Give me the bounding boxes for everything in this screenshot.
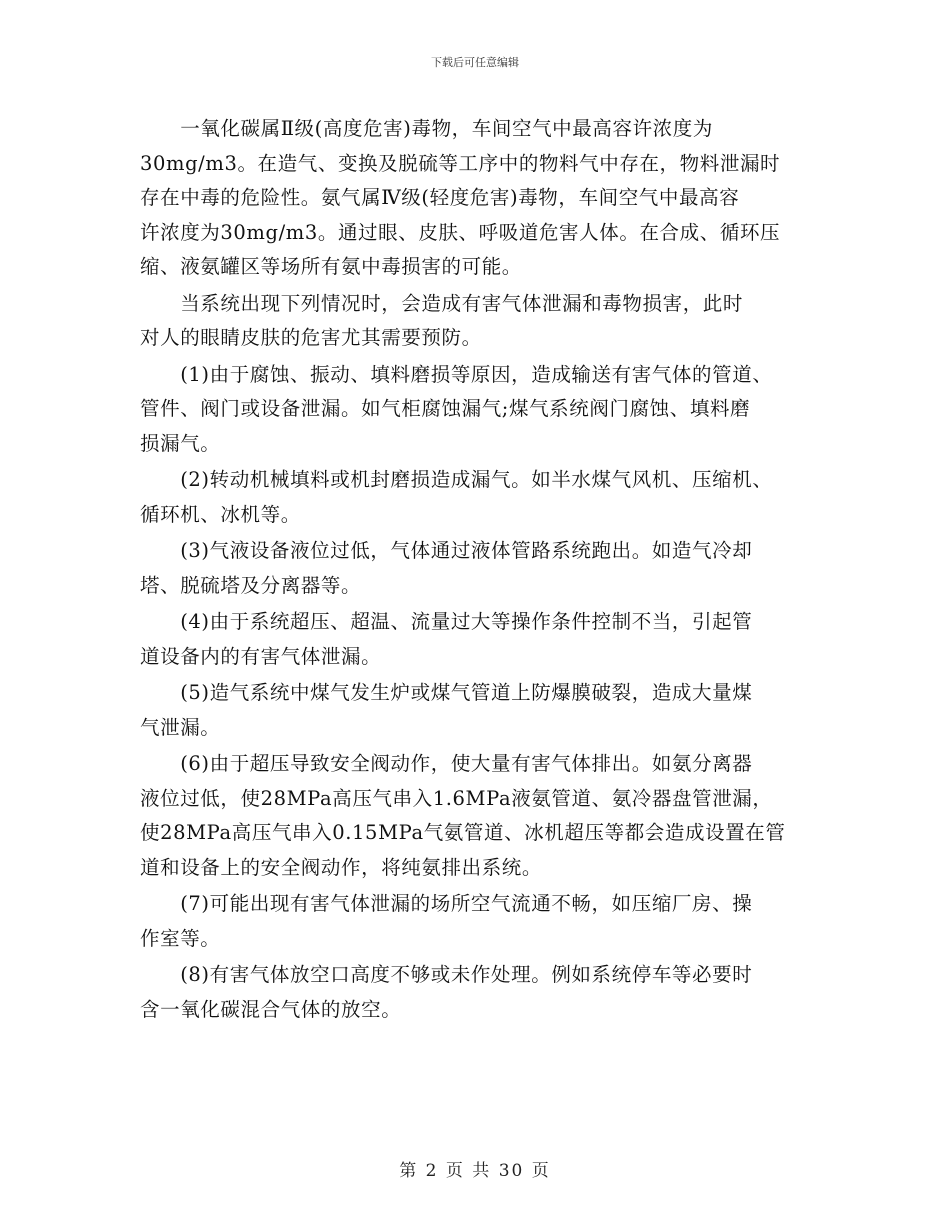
page-header: 下载后可任意编辑 — [431, 56, 519, 69]
paragraph-item-2 — [140, 463, 820, 532]
text-line: 管件、阀门或设备泄漏。如气柜腐蚀漏气;煤气系统阀门腐蚀、填料磨 — [140, 397, 751, 420]
text-line: 许浓度为30mg/m3。通过眼、皮肤、呼吸道危害人体。在合成、循环压 — [140, 220, 781, 244]
text-line: 存在中毒的危险性。氨气属Ⅳ级(轻度危害)毒物，车间空气中最高容 — [140, 186, 740, 209]
text-line: 一氧化碳属Ⅱ级(高度危害)毒物，车间空气中最高容许浓度为 — [140, 117, 713, 140]
text-line: 液位过低，使28MPa高压气串入1.6MPa液氨管道、氨冷器盘管泄漏， — [140, 786, 773, 810]
paragraph-item-6 — [140, 747, 820, 885]
paragraph-item-1 — [140, 358, 820, 462]
text-line: 损漏气。 — [140, 431, 221, 455]
text-line: (7)可能出现有害气体泄漏的场所空气流通不畅，如压缩厂房、操 — [140, 892, 753, 915]
text-line: 对人的眼睛皮肤的危害尤其需要预防。 — [140, 326, 482, 349]
text-line: (4)由于系统超压、超温、流量过大等操作条件控制不当，引起管 — [140, 610, 753, 633]
page-number: 第 2 页 共 30 页 — [399, 1161, 551, 1181]
paragraph-item-3 — [140, 534, 820, 603]
text-line: 30mg/m3。在造气、变换及脱硫等工序中的物料气中存在，物料泄漏时 — [140, 151, 781, 175]
text-line: 道设备内的有害气体泄漏。 — [140, 644, 382, 668]
text-line: (5)造气系统中煤气发生炉或煤气管道上防爆膜破裂，造成大量煤 — [140, 681, 753, 704]
paragraph-co-nh3-toxicity — [140, 112, 820, 285]
paragraph-item-5 — [140, 676, 820, 745]
paragraph-item-7 — [140, 887, 820, 956]
text-line: 循环机、冰机等。 — [140, 502, 301, 526]
text-line: 含一氧化碳混合气体的放空。 — [140, 997, 402, 1021]
text-line: 塔、脱硫塔及分离器等。 — [140, 573, 362, 597]
text-line: 道和设备上的安全阀动作，将纯氨排出系统。 — [140, 855, 543, 879]
paragraph-intro-conditions — [140, 287, 820, 356]
document-body — [140, 112, 820, 1029]
text-line: 缩、液氨罐区等场所有氨中毒损害的可能。 — [140, 255, 522, 278]
text-line: (8)有害气体放空口高度不够或未作处理。例如系统停车等必要时 — [140, 963, 753, 986]
text-line: (2)转动机械填料或机封磨损造成漏气。如半水煤气风机、压缩机、 — [140, 468, 773, 491]
text-line: 作室等。 — [140, 926, 221, 950]
text-line: 气泄漏。 — [140, 715, 221, 739]
text-line: (3)气液设备液位过低，气体通过液体管路系统跑出。如造气冷却 — [140, 539, 753, 562]
text-line: 使28MPa高压气串入0.15MPa气氨管道、冰机超压等都会造成设置在管 — [140, 821, 786, 844]
text-line: 当系统出现下列情况时，会造成有害气体泄漏和毒物损害，此时 — [140, 291, 744, 315]
paragraph-item-4 — [140, 605, 820, 674]
text-line: (1)由于腐蚀、振动、填料磨损等原因，造成输送有害气体的管道、 — [140, 362, 773, 386]
paragraph-item-8 — [140, 958, 820, 1027]
text-line: (6)由于超压导致安全阀动作，使大量有害气体排出。如氨分离器 — [140, 752, 753, 775]
